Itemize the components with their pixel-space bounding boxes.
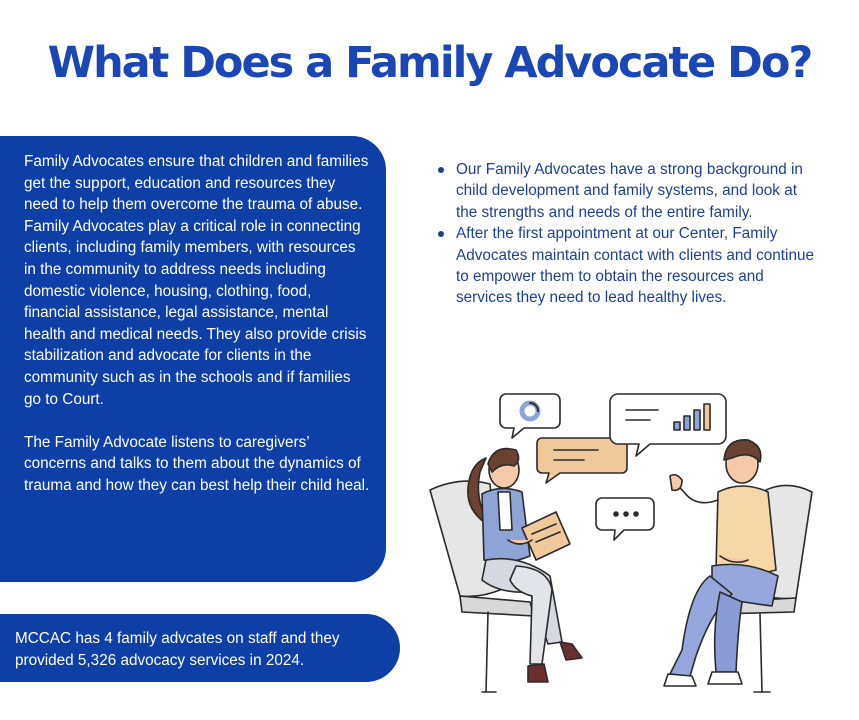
bullet-text: Our Family Advocates have a strong background in child development and family systems, and look at the strengths and needs of the entire family.: [456, 161, 803, 221]
speech-bubble-icon: [537, 438, 627, 483]
bullet-item: [432, 223, 822, 309]
bullet-text: After the first appointment at our Center, Family Advocates maintain contact with clients and continue to empower them to obtain the resources and services they need to lead healthy lives.: [456, 225, 814, 307]
ellipsis-bubble-icon: [596, 498, 654, 540]
donut-chart-bubble-icon: [500, 394, 560, 438]
bullet-dot-icon: [438, 231, 444, 237]
description-paragraph-1: Family Advocates ensure that children and families get the support, education and resources they need to help them overcome the trauma of abuse. Family Advocates play a critical role in connecting clients, including family members, with resources in the community to address needs including domestic violence, housing, clothing, food, financial assistance, legal assistance, mental health and medical needs. They also provide crisis stabilization and advocate for clients in the community such as in the schools and if families go to Court.: [24, 153, 369, 408]
staff-stat-text: MCCAC has 4 family advcates on staff and they provided 5,326 advocacy services in 2024.: [15, 630, 340, 669]
page-title: What Does a Family Advocate Do?: [47, 38, 812, 88]
staff-stat-panel: [0, 614, 400, 682]
counseling-illustration: [420, 380, 840, 705]
description-panel: [0, 136, 386, 582]
bullet-dot-icon: [438, 167, 444, 173]
description-paragraph-2: The Family Advocate listens to caregivers’ concerns and talks to them about the dynamics of trauma and how they can best help their child heal.: [24, 433, 370, 494]
bullet-item: [432, 159, 822, 223]
bullet-list: [432, 159, 822, 309]
